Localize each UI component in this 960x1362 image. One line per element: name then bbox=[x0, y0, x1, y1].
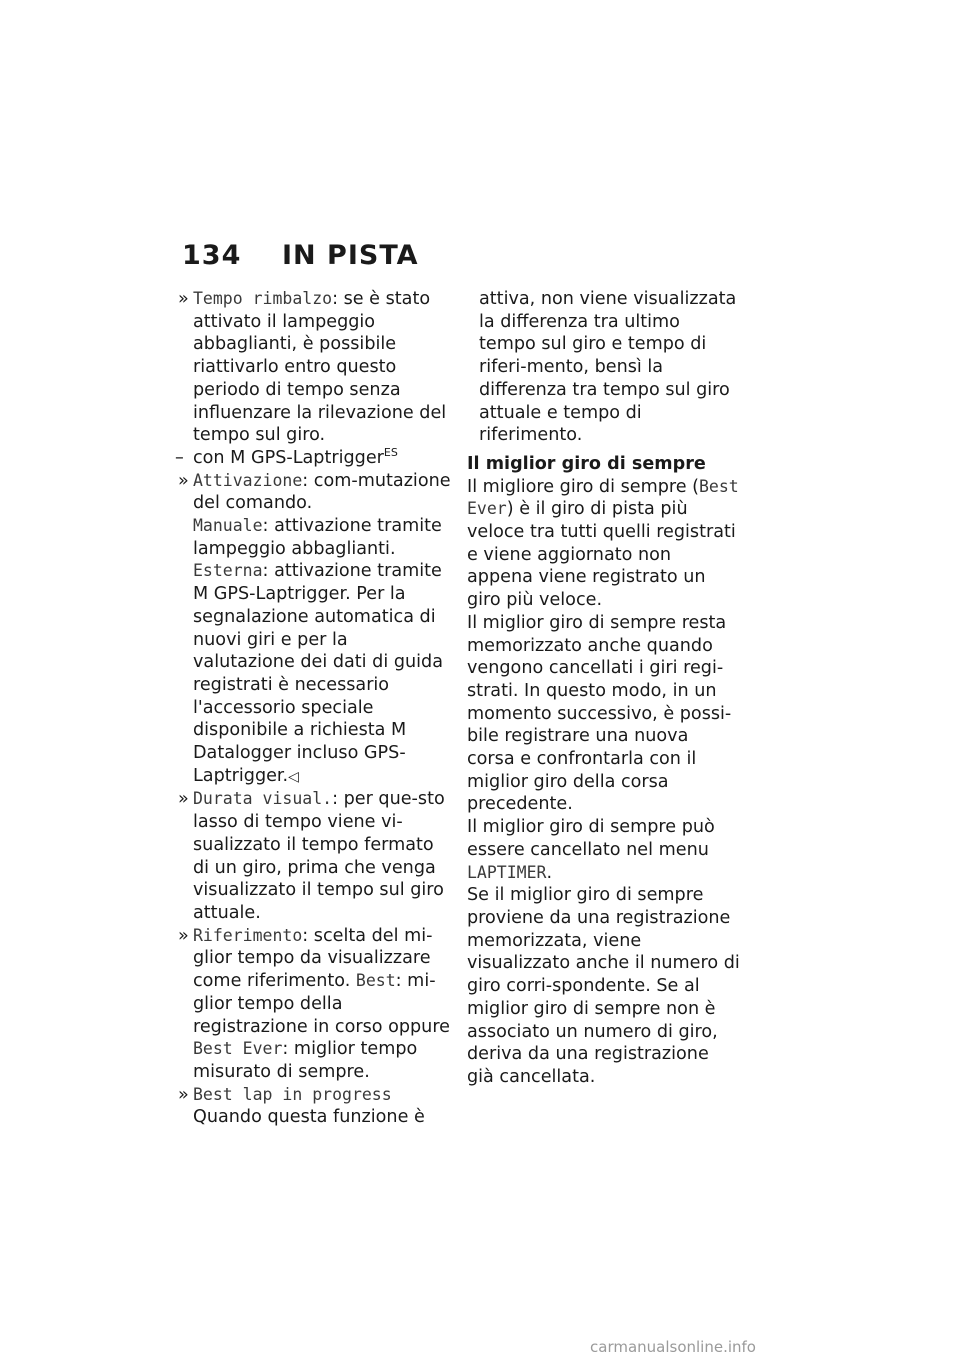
bullet-marker: » bbox=[178, 1084, 189, 1105]
list-item-riferimento bbox=[175, 925, 453, 1084]
list-item-best-lap bbox=[175, 1084, 453, 1129]
item-text: : mi-glior tempo della registrazione in corso oppure bbox=[193, 971, 451, 1037]
item-text: : miglior tempo misurato di sempre. bbox=[193, 1039, 418, 1082]
watermark: carmanualsonline.info bbox=[590, 1338, 756, 1356]
paragraph-lap-number: Se il miglior giro di sempre proviene da una registrazione memorizzata, viene visualizzato anche il numero di giro corri-spondente. Se al miglior giro di sempre non è associato un numero di giro, deriva da una registrazione già cancellata. bbox=[467, 885, 740, 1087]
section-heading: Il miglior giro di sempre bbox=[467, 453, 706, 474]
item-text: : se è stato attivato il lampeggio abbaglianti, è possibile riattivarlo entro questo periodo di tempo senza influenzare la rilevazione del tempo sul giro. bbox=[193, 289, 447, 446]
section-title: IN PISTA bbox=[282, 240, 419, 271]
item-text: : attivazione tramite lampeggio abbaglianti. bbox=[193, 516, 442, 559]
best-lap-continuation: attiva, non viene visualizzata la differenza tra ultimo tempo sul giro e tempo di riferi-mento, bensì la differenza tra tempo sul giro attuale e tempo di riferimento. bbox=[479, 289, 737, 446]
dash-marker: – bbox=[175, 447, 184, 468]
end-mark-icon: ◁ bbox=[288, 768, 299, 785]
paragraph-best-ever bbox=[467, 476, 740, 612]
option-esterna bbox=[175, 560, 453, 788]
bullet-marker: » bbox=[178, 925, 189, 946]
bullet-marker: » bbox=[178, 789, 189, 810]
menu-term: LAPTIMER bbox=[467, 862, 547, 882]
menu-term: Best lap in progress bbox=[193, 1084, 392, 1104]
list-item-tempo-rimbalzo bbox=[175, 288, 453, 447]
menu-term: Manuale bbox=[193, 516, 263, 536]
item-text: : scelta del mi-glior tempo da visualizzare come riferimento. bbox=[193, 925, 433, 992]
page-number: 134 bbox=[182, 240, 242, 271]
option-manuale bbox=[175, 515, 453, 560]
paragraph-text: ) è il giro di pista più veloce tra tutti quelli registrati e viene aggiornato non appena viene registrato un giro più veloce. bbox=[467, 499, 736, 611]
paragraph-memorized: Il miglior giro di sempre resta memorizzato anche quando vengono cancellati i giri regi-strati. In questo modo, in un momento successivo, è possi-bile registrare una nuova corsa e confrontarla con il miglior giro della corsa precedente. bbox=[467, 612, 732, 815]
menu-term: Attivazione bbox=[193, 470, 303, 490]
right-column bbox=[467, 288, 740, 1089]
menu-term: Durata visual. bbox=[193, 789, 333, 809]
note-laptrigger bbox=[175, 447, 453, 470]
paragraph-text: Il miglior giro di sempre può essere cancellato nel menu bbox=[467, 817, 715, 860]
left-column bbox=[175, 288, 453, 1129]
menu-term: Esterna bbox=[193, 561, 263, 581]
list-item-durata-visual bbox=[175, 788, 453, 924]
menu-term-best-ever: Best Ever bbox=[193, 1039, 283, 1059]
paragraph-text: . bbox=[546, 862, 553, 883]
menu-term-best: Best bbox=[355, 971, 396, 991]
item-text: : per que-sto lasso di tempo viene vi-sualizzato il tempo fermato di un giro, prima che venga visualizzato il tempo sul giro attuale. bbox=[193, 789, 445, 923]
item-text: Quando questa funzione è bbox=[193, 1107, 425, 1128]
item-text: : com-mutazione del comando. bbox=[193, 470, 451, 514]
note-text: con M GPS-Laptrigger bbox=[193, 447, 384, 468]
bullet-marker: » bbox=[178, 289, 189, 309]
paragraph-delete bbox=[467, 816, 740, 884]
list-item-attivazione bbox=[175, 470, 453, 515]
menu-term: Tempo rimbalzo bbox=[193, 289, 333, 308]
bullet-marker: » bbox=[178, 470, 189, 491]
item-text: : attivazione tramite M GPS-Laptrigger. Per la segnalazione automatica di nuovi giri e per la valutazione dei dati di guida registrati è necessario l'accessorio speciale disponibile a richiesta M Datalogger incluso GPS-Laptrigger. bbox=[193, 561, 443, 786]
menu-term: Riferimento bbox=[193, 925, 303, 945]
menu-term: Best Ever bbox=[467, 476, 739, 519]
paragraph-text: Il migliore giro di sempre ( bbox=[467, 476, 699, 497]
option-code: ES bbox=[383, 446, 398, 460]
